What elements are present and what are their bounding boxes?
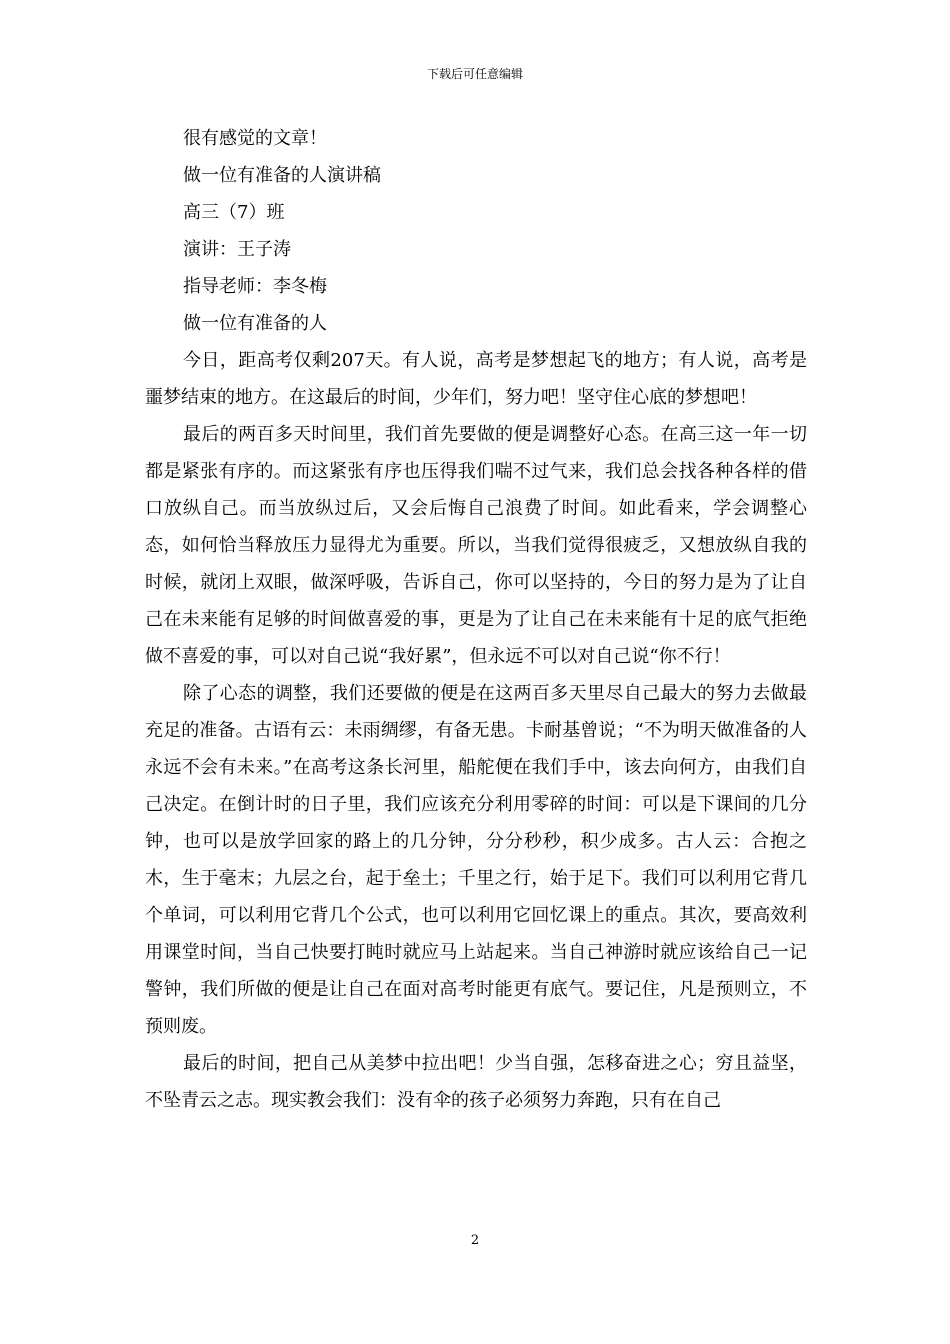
paragraph-4: 最后的时间，把自己从美梦中拉出吧！少当自强，怎移奋进之心；穷且益坚，不坠青云之志。现实教会我们：没有伞的孩子必须努力奔跑，只有在自己 bbox=[145, 1053, 807, 1111]
page-number: 2 bbox=[470, 1233, 480, 1248]
page-header: 下载后可任意编辑 bbox=[426, 67, 523, 81]
speech-heading: 做一位有准备的人 bbox=[183, 313, 327, 334]
paragraph-2: 最后的两百多天时间里，我们首先要做的便是调整好心态。在高三这一年一切都是紧张有序的。而这紧张有序也压得我们喘不过气来，我们总会找各种各样的借口放纵自己。而当放纵过后，又会后悔自己浪费了时间。如此看来，学会调整心态，如何恰当释放压力显得尤为重要。所以，当我们觉得很疲乏，又想放纵自我的时候，就闭上双眼，做深呼吸，告诉自己，你可以坚持的，今日的努力是为了让自己在未来能有足够的时间做喜爱的事，更是为了让自己在未来能有十足的底气拒绝做不喜爱的事，可以对自己说“我好累”，但永远不可以对自己说“你不行！ bbox=[145, 424, 807, 667]
document-body bbox=[145, 120, 807, 1119]
paragraph-1: 今日，距高考仅剩207天。有人说，高考是梦想起飞的地方；有人说，高考是噩梦结束的地方。在这最后的时间，少年们，努力吧！坚守住心底的梦想吧！ bbox=[145, 350, 807, 408]
speaker: 演讲：王子涛 bbox=[183, 239, 291, 260]
advisor: 指导老师：李冬梅 bbox=[183, 276, 327, 297]
paragraph-3: 除了心态的调整，我们还要做的便是在这两百多天里尽自己最大的努力去做最充足的准备。古语有云：未雨绸缪，有备无患。卡耐基曾说；“不为明天做准备的人永远不会有未来。”在高考这条长河里，船舵便在我们手中，该去向何方，由我们自己决定。在倒计时的日子里，我们应该充分利用零碎的时间：可以是下课间的几分钟，也可以是放学回家的路上的几分钟，分分秒秒，积少成多。古人云：合抱之木，生于毫末；九层之台，起于垒土；千里之行，始于足下。我们可以利用它背几个单词，可以利用它背几个公式，也可以利用它回忆课上的重点。其次，要高效利用课堂时间，当自己快要打盹时就应马上站起来。当自己神游时就应该给自己一记警钟，我们所做的便是让自己在面对高考时能更有底气。要记住，凡是预则立，不预则废。 bbox=[145, 683, 807, 1037]
intro-remark: 很有感觉的文章！ bbox=[183, 128, 327, 149]
class-name: 高三（7）班 bbox=[183, 202, 285, 223]
speech-title: 做一位有准备的人演讲稿 bbox=[183, 165, 381, 186]
